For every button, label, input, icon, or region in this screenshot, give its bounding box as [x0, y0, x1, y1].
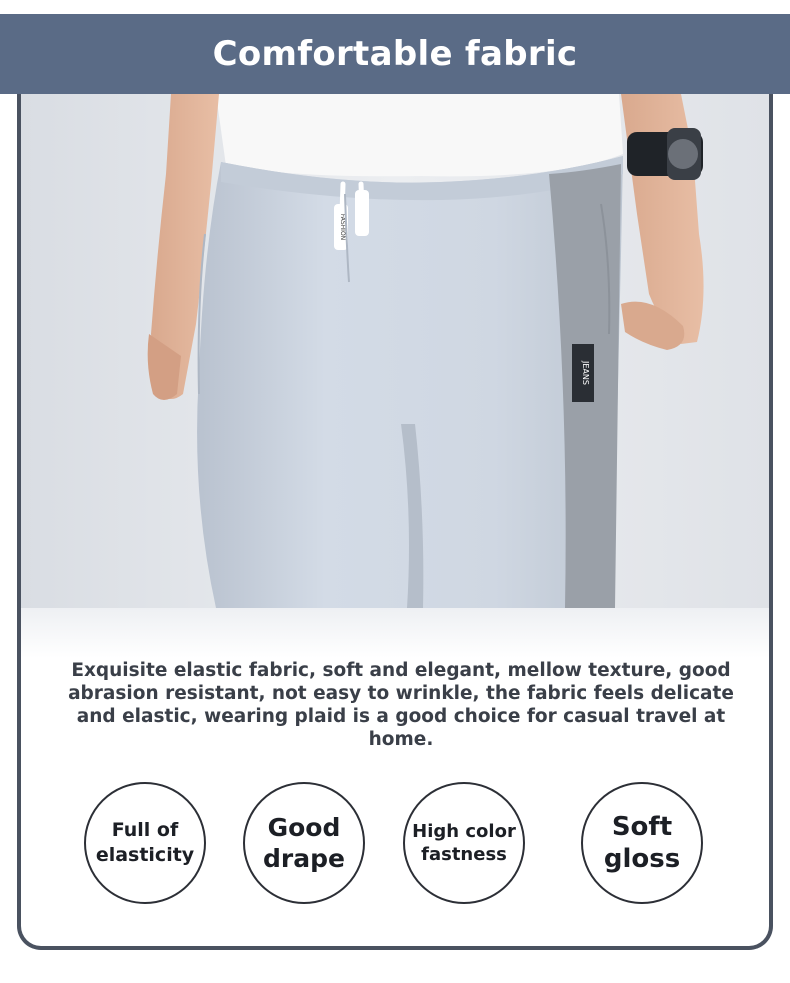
content-frame — [17, 94, 773, 950]
feature-line-1: Good — [267, 813, 341, 842]
fabric-description: Exquisite elastic fabric, soft and elegant, mellow texture, good abrasion resistant, not easy to wrinkle, the fabric feels delicate and elastic, wearing plaid is a good choice for casual travel at home. — [68, 660, 734, 750]
feature-badge-color-fastness — [403, 782, 525, 904]
banner-title: Comfortable fabric — [212, 34, 578, 74]
drawstring-label: FASHION — [339, 213, 346, 241]
feature-line-2: fastness — [421, 844, 507, 865]
feature-line-2: gloss — [603, 844, 681, 874]
feature-badge-elasticity — [84, 782, 206, 904]
feature-line-2: elasticity — [95, 844, 195, 866]
feature-badge-drape — [243, 782, 365, 904]
header-banner — [0, 14, 790, 94]
product-photo — [21, 94, 769, 608]
pants-illustration — [21, 94, 769, 608]
feature-line-2: drape — [263, 844, 345, 873]
feature-line-1: Soft — [611, 812, 673, 842]
feature-line-1: High color — [412, 821, 516, 842]
feature-badge-gloss — [581, 782, 703, 904]
feature-line-1: Full of — [111, 819, 179, 841]
pants-label: JEANS — [581, 361, 590, 385]
photo-fade — [21, 608, 769, 658]
